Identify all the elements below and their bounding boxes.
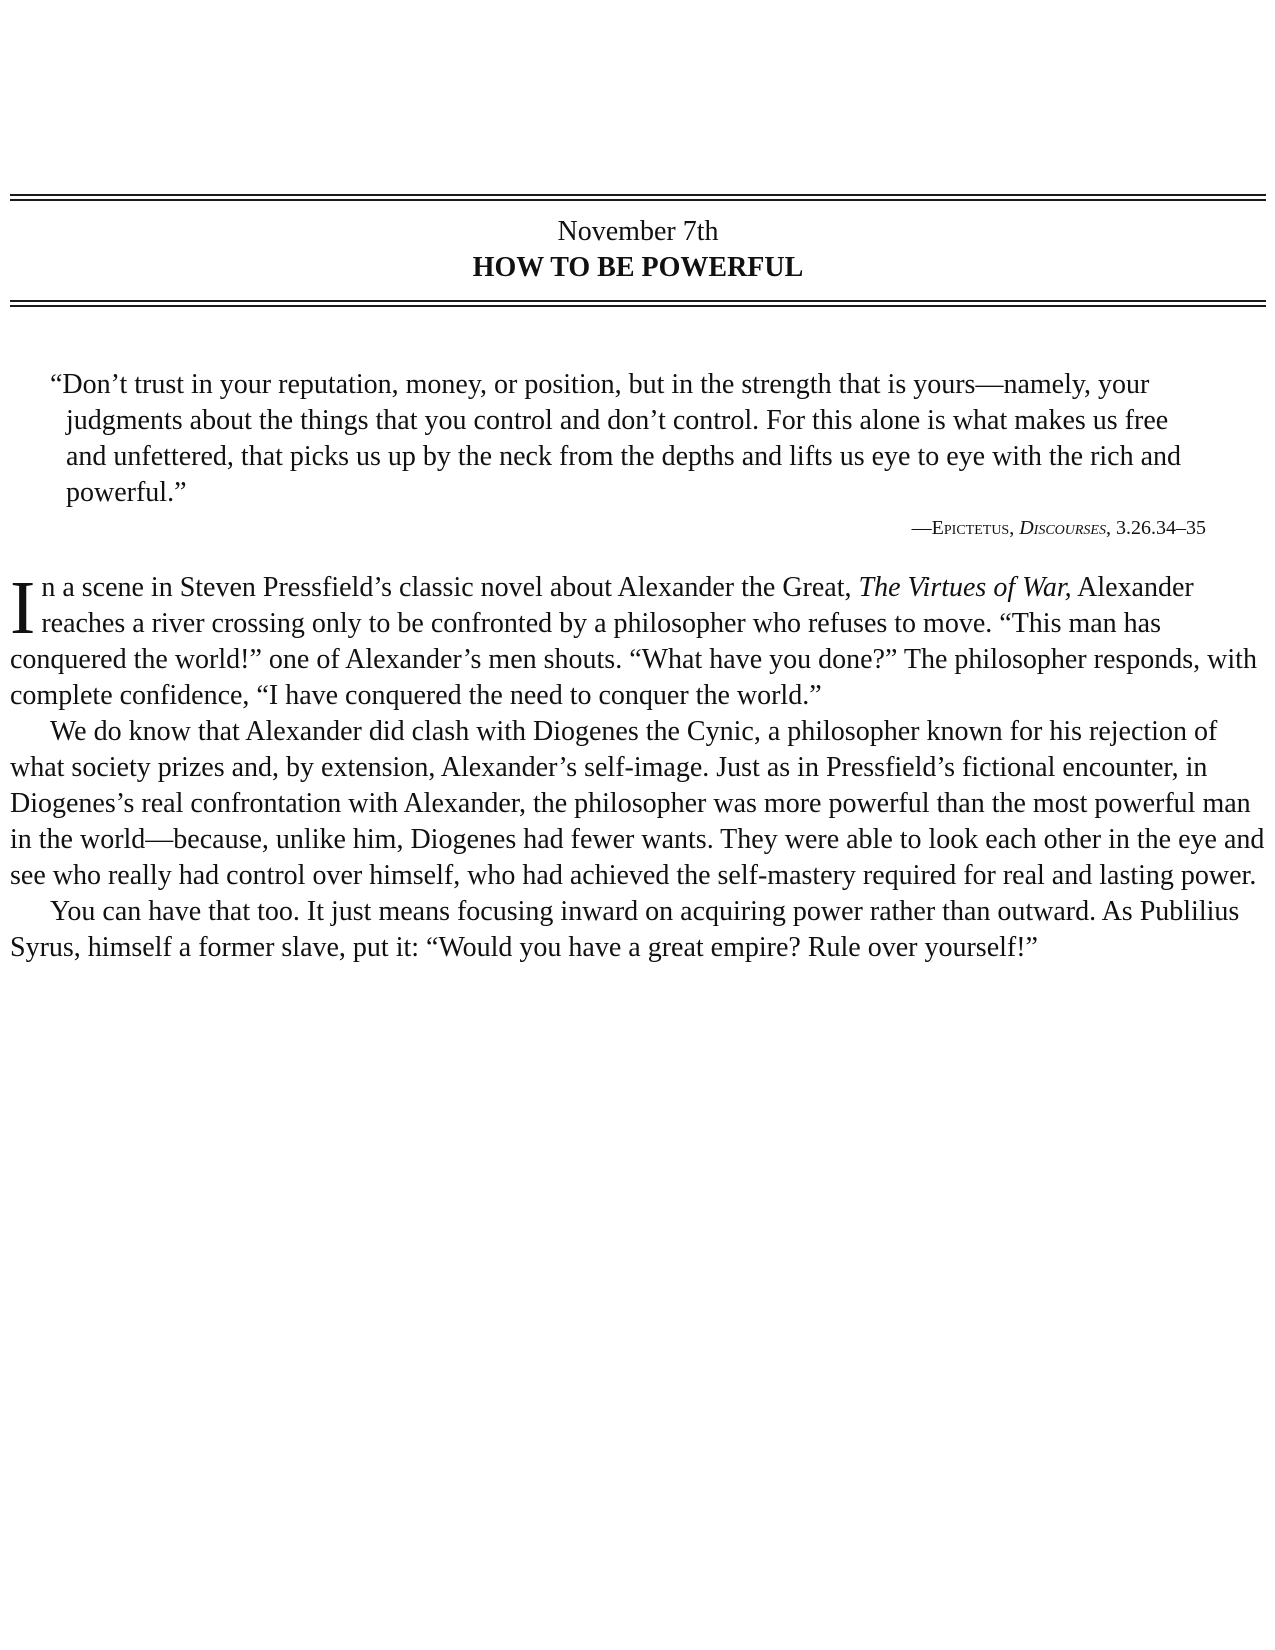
paragraph-2: We do know that Alexander did clash with Diogenes the Cynic, a philosopher known for his rejection of what society prizes and, by extension, Alexander’s self-image. Just as in Pressfield’s fictional encounter, in Diogenes’s real confrontation with Alexander, the philosopher was more powerful than the most powerful man in the world—because, unlike him, Diogenes had fewer wants. They were able to look each other in the eye and see who really had control over himself, who had achieved the self-mastery required for real and lasting power. (10, 716, 1265, 891)
entry-date: November 7th (557, 216, 719, 247)
attribution-comma: , (1009, 517, 1020, 539)
paragraph-1 (10, 566, 1272, 714)
paragraph-1-text-a: n a scene in Steven Pressfield’s classic novel about Alexander the Great, (41, 572, 859, 603)
attribution-dash: — (911, 517, 932, 539)
chapter-header (10, 214, 1266, 286)
attribution-citation: , 3.26.34–35 (1106, 517, 1206, 539)
epigraph-attribution (50, 515, 1210, 541)
entry-title: HOW TO BE POWERFUL (472, 252, 804, 283)
book-title: The Virtues of War, (858, 572, 1072, 603)
header-top-rule (10, 194, 1266, 201)
paragraph-3: You can have that too. It just means focusing inward on acquiring power rather than outward. As Publilius Syrus, himself a former slave, put it: “Would you have a great empire? Rule over yourself!” (10, 896, 1240, 963)
epigraph-quote: “Don’t trust in your reputation, money, or position, but in the strength that is yours—namely, your judgments about the things that you control and don’t control. For this alone is what makes us free and unfettered, that picks us up by the neck from the depths and lifts us eye to eye with the rich and powerful.” (50, 369, 1182, 508)
attribution-author: Epictetus (931, 517, 1010, 539)
attribution-work: Discourses (1019, 517, 1106, 539)
epigraph (50, 367, 1210, 541)
drop-cap: I (10, 566, 36, 650)
body-text (10, 566, 1272, 966)
paragraph-1-text-b: Alexander reaches a river crossing only to be confronted by a philosopher who refuses to move. “This man has conquered the world!” one of Alexander’s men shouts. “What have you done?” The philosopher responds, with complete confidence, “I have conquered the need to conquer the world.” (10, 572, 1257, 711)
header-bottom-rule (10, 300, 1266, 307)
